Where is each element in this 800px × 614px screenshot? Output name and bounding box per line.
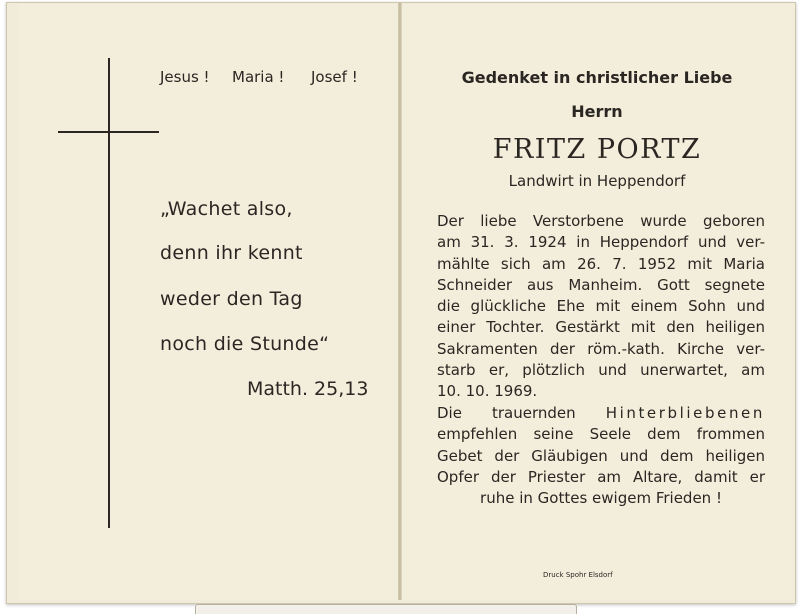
- biography-line: Sakramenten der röm.-kath. Kirche ver-: [437, 339, 765, 358]
- biography-line: einer Tochter. Gestärkt mit den heiligen: [437, 318, 765, 337]
- closing-line: empfehlen seine Seele dem frommen: [437, 425, 765, 444]
- biography-line: Der liebe Verstorbene wurde geboren: [437, 212, 765, 230]
- closing-line: Opfer der Priester am Altare, damit er: [437, 467, 765, 486]
- scripture-line: denn ihr kennt: [160, 242, 303, 264]
- invocation-josef: Josef !: [311, 68, 358, 86]
- closing-line: ruhe in Gottes ewigem Frieden !: [480, 489, 722, 508]
- printer-credit: Druck Spohr Elsdorf: [543, 571, 613, 579]
- cross-icon: [108, 58, 110, 528]
- closing-line: [437, 403, 765, 424]
- scripture-line: „Wachet also,: [160, 198, 293, 220]
- invocation-maria: Maria !: [232, 68, 285, 86]
- scripture-line: noch die Stunde“: [160, 333, 330, 355]
- closing-prayer: [437, 403, 765, 509]
- memorial-heading: Gedenket in christlicher Liebe: [461, 68, 733, 87]
- biography-line: starb er, plötzlich und unerwartet, am: [437, 361, 765, 380]
- closing-line: Gebet der Gläubigen und dem heiligen: [437, 446, 765, 465]
- scripture-citation: Matth. 25,13: [247, 378, 369, 400]
- biography-line: die glückliche Ehe mit einem Sohn und: [437, 297, 765, 316]
- biography-line: Schneider aus Manheim. Gott segnete: [437, 275, 765, 294]
- invocation-jesus: Jesus !: [160, 68, 210, 86]
- deceased-name: FRITZ PORTZ: [492, 134, 702, 165]
- biography-line: 10. 10. 1969.: [437, 382, 538, 401]
- closing-lead: Die trauernden: [437, 404, 576, 422]
- biography: [437, 211, 765, 403]
- scripture-line: weder den Tag: [160, 288, 303, 310]
- biography-line: am 31. 3. 1924 in Heppendorf und ver-: [437, 233, 765, 252]
- closing-spaced-word: Hinterbliebenen: [605, 404, 765, 422]
- occupation: Landwirt in Heppendorf: [508, 172, 686, 190]
- salutation: Herrn: [571, 102, 623, 121]
- biography-line: mählte sich am 26. 7. 1952 mit Maria: [437, 254, 765, 273]
- card-fold: [398, 2, 402, 600]
- cross-icon-beam: [58, 131, 159, 133]
